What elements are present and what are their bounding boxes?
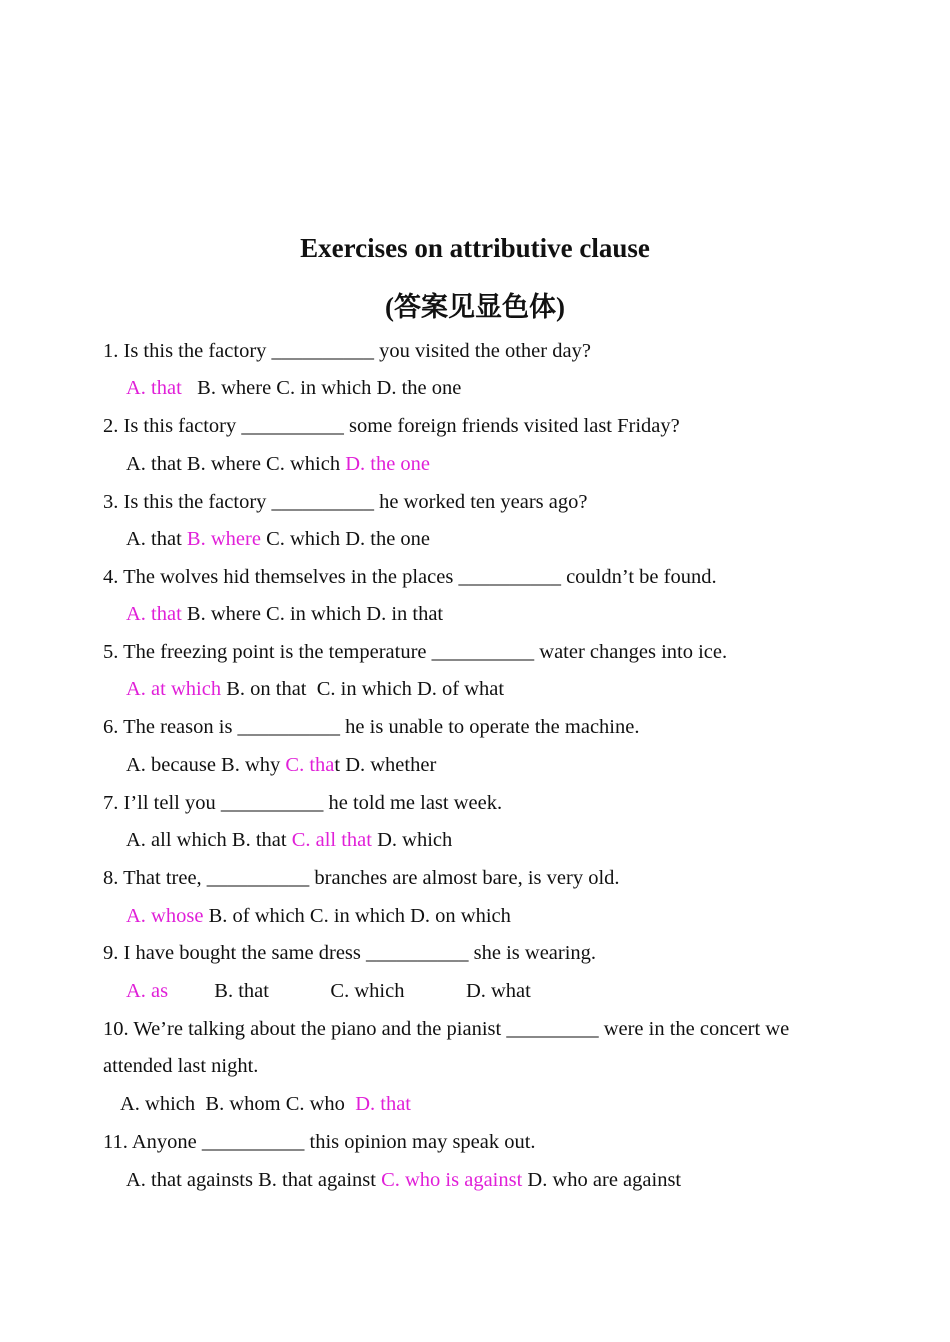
line-text: 5. The freezing point is the temperature __________ water changes into ice. (103, 641, 728, 663)
answer-options-line (120, 1090, 411, 1118)
line-text: 2. Is this factory __________ some foreign friends visited last Friday? (103, 415, 680, 437)
line-text: A. because B. why (126, 754, 286, 776)
line-text: A. all which B. that (126, 829, 292, 851)
line-text: B. where C. in which D. the one (181, 377, 462, 399)
line-text: A. which B. whom C. who (120, 1093, 356, 1115)
question-line (103, 337, 591, 365)
correct-answer: A. as (126, 980, 169, 1002)
question-line (103, 488, 587, 516)
question-line (103, 1128, 536, 1156)
question-line (103, 1015, 789, 1043)
question-line (103, 1052, 258, 1080)
line-text: C. which D. the one (260, 528, 431, 550)
line-text: A. that (126, 528, 187, 550)
answer-options-line (126, 450, 430, 478)
correct-answer: A. that (126, 603, 182, 625)
correct-answer: C. who is against (381, 1169, 523, 1191)
page-title: Exercises on attributive clause (300, 233, 650, 263)
line-text: 10. We’re talking about the piano and the pianist _________ were in the concert we (103, 1018, 790, 1040)
correct-answer: D. that (355, 1093, 411, 1115)
line-text: attended last night. (103, 1055, 259, 1077)
answer-options-line (126, 600, 443, 628)
question-line (103, 713, 639, 741)
answer-options-line (126, 977, 531, 1005)
line-text: 3. Is this the factory __________ he worked ten years ago? (103, 491, 588, 513)
correct-answer: B. where (186, 528, 261, 550)
line-text: D. which (371, 829, 453, 851)
answer-options-line (126, 751, 436, 779)
question-line (103, 789, 502, 817)
line-text: B. that C. which D. what (168, 980, 531, 1002)
question-line (103, 563, 717, 591)
correct-answer: C. all that (291, 829, 372, 851)
line-text: 7. I’ll tell you __________ he told me last week. (103, 792, 503, 814)
correct-answer: A. that (126, 377, 182, 399)
line-text: B. of which C. in which D. on which (203, 905, 511, 927)
line-text: t D. whether (334, 754, 437, 776)
answer-options-line (126, 826, 452, 854)
answer-options-line (126, 1166, 681, 1194)
line-text: A. that againsts B. that against (126, 1169, 382, 1191)
question-line (103, 939, 596, 967)
line-text: 9. I have bought the same dress __________ she is wearing. (103, 942, 597, 964)
line-text: 11. Anyone __________ this opinion may speak out. (103, 1131, 536, 1153)
answer-options-line (126, 374, 461, 402)
line-text: 1. Is this the factory __________ you visited the other day? (103, 340, 591, 362)
line-text: 8. That tree, __________ branches are almost bare, is very old. (103, 867, 620, 889)
answer-options-line (126, 675, 504, 703)
line-text: 4. The wolves hid themselves in the places __________ couldn’t be found. (103, 566, 717, 588)
answer-options-line (126, 525, 430, 553)
answer-options-line (126, 902, 511, 930)
line-text: A. that B. where C. which (126, 453, 346, 475)
line-text: 6. The reason is __________ he is unable to operate the machine. (103, 716, 640, 738)
question-line (103, 638, 727, 666)
correct-answer: C. tha (285, 754, 335, 776)
correct-answer: D. the one (345, 453, 431, 475)
line-text: D. who are against (522, 1169, 682, 1191)
line-text: B. where C. in which D. in that (181, 603, 444, 625)
page-subtitle: (答案见显色体) (385, 292, 565, 322)
question-line (103, 864, 620, 892)
correct-answer: A. whose (126, 905, 204, 927)
line-text: B. on that C. in which D. of what (221, 678, 505, 700)
question-line (103, 412, 680, 440)
correct-answer: A. at which (126, 678, 222, 700)
